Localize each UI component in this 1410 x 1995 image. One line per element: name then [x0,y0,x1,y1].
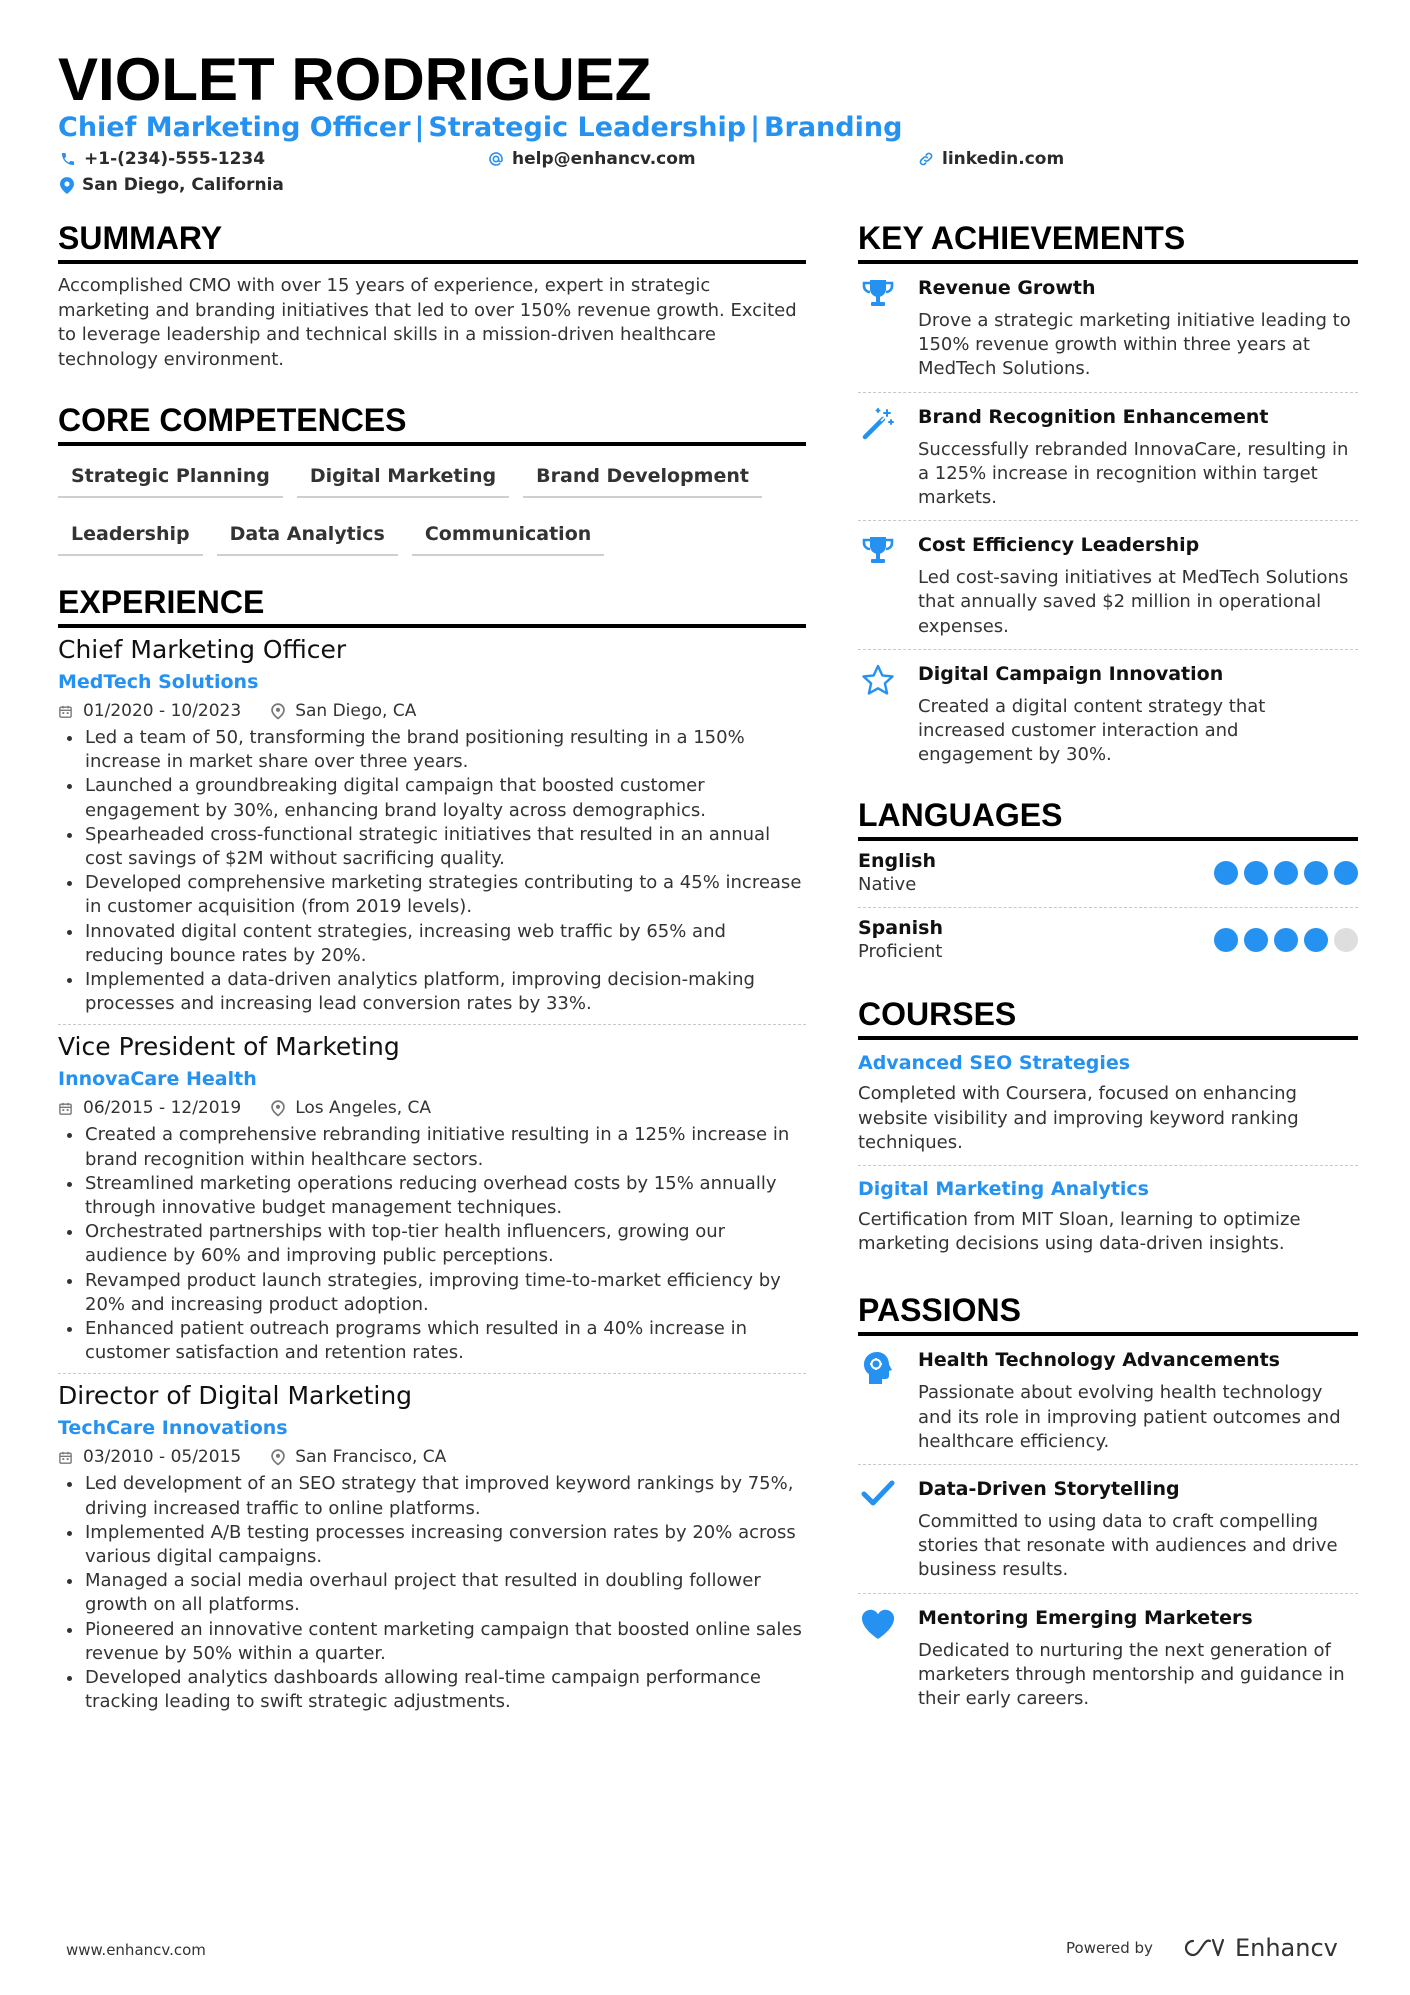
language-name: English [858,850,936,873]
rating-dot-filled [1214,928,1238,952]
enhancv-logo-icon [1179,1936,1225,1960]
summary-text: Accomplished CMO with over 15 years of experience, expert in strategic marketing and branding initiatives that led to over 150% revenue growth. Excited to leverage leadership and technical skills in a mission-driven healthcare technology environment. [58,275,797,370]
passion-body [918,1606,1358,1712]
achievement-desc: Successfully rebranded InnovaCare, resulting in a 125% increase in recognition within target markets. [918,438,1349,509]
passions-section [858,1290,1358,1721]
job-entry [58,634,806,1016]
location-text: San Diego, California [82,175,284,195]
achievement-item [858,521,1358,649]
job-title: Vice President of Marketing [58,1032,400,1062]
headline-separator: | [414,112,425,143]
trophy-icon [858,533,898,639]
contact-linkedin[interactable] [918,148,1064,170]
job-dates [58,1097,241,1119]
language-info [858,916,943,964]
achievement-title: Cost Efficiency Leadership [918,534,1200,557]
rating-dot-filled [1274,861,1298,885]
passion-title: Health Technology Advancements [918,1349,1280,1372]
job-location-text: San Diego, CA [295,701,417,721]
passion-item [858,1336,1358,1464]
course-desc: Certification from MIT Sloan, learning to optimize marketing decisions using data-driven insights. [858,1209,1301,1255]
linkedin-text: linkedin.com [942,149,1065,169]
achievement-body [918,662,1358,768]
language-info [858,849,936,897]
summary-section [58,218,806,372]
job-company: MedTech Solutions [58,671,259,693]
job-location [271,1097,431,1119]
job-location-text: San Francisco, CA [295,1447,447,1468]
job-bullet: Developed comprehensive marketing strategies contributing to a 45% increase in customer acquisition (from 2019 levels). [58,871,806,919]
headline-separator: | [750,112,760,143]
rating-dot-filled [1244,928,1268,952]
job-bullet: Implemented a data-driven analytics platform, improving decision-making processes and increasing lead conversion rates by 33%. [58,968,806,1016]
competence-chip: Brand Development [523,458,762,498]
language-item [858,908,1358,974]
trophy-icon [858,276,898,382]
language-rating [1214,861,1358,885]
checkmark-icon [858,1477,898,1583]
job-entry [58,1380,806,1714]
candidate-name: VIOLET RODRIGUEZ [58,46,652,113]
phone-text: +1-(234)-555-1234 [84,149,266,169]
location-pin-icon [60,177,74,194]
job-title: Director of Digital Marketing [58,1381,413,1411]
rating-dot-filled [1274,928,1298,952]
job-company: TechCare Innovations [58,1417,288,1440]
language-item [858,841,1358,907]
job-dates-text: 06/2015 - 12/2019 [83,1098,242,1119]
job-bullet: Developed analytics dashboards allowing real-time campaign performance tracking leading to swift strategic adjustments. [58,1666,806,1714]
job-bullet: Managed a social media overhaul project that resulted in doubling follower growth on all platforms. [58,1569,806,1617]
passion-title: Mentoring Emerging Marketers [918,1606,1253,1629]
job-company: InnovaCare Health [58,1068,257,1091]
job-bullet: Pioneered an innovative content marketing campaign that boosted online sales revenue by 50% within a quarter. [58,1618,806,1666]
competences-section [58,400,806,556]
job-location-text: Los Angeles, CA [295,1098,432,1119]
job-divider [58,1024,806,1025]
job-location [271,1446,446,1468]
experience-section [58,582,806,1715]
contact-phone[interactable] [60,148,265,170]
competence-chip: Digital Marketing [297,458,509,498]
achievement-desc: Led cost-saving initiatives at MedTech Solutions that annually saved $2 million in operational expenses. [918,567,1349,637]
job-meta [58,1446,806,1468]
footer-branding [1066,1934,1338,1962]
left-column [58,218,806,1715]
job-meta [58,700,806,722]
passion-desc: Passionate about evolving health technology and its role in improving patient outcomes and healthcare efficiency. [918,1382,1341,1452]
competence-chip: Communication [412,516,604,556]
job-title: Chief Marketing Officer [58,635,347,664]
job-dates [58,1446,241,1468]
job-bullets [58,1472,806,1714]
course-title: Digital Marketing Analytics [858,1178,1149,1201]
job-entry [58,1031,806,1365]
achievement-desc: Created a digital content strategy that increased customer interaction and engagement by 30%. [918,695,1266,766]
competence-chip: Leadership [58,516,203,556]
rating-dot-filled [1334,861,1358,885]
competence-list [58,458,806,556]
rating-dot-filled [1304,861,1328,885]
link-icon [918,151,934,167]
contact-location [60,174,284,196]
courses-section [858,994,1358,1266]
contact-email[interactable] [488,148,696,170]
achievement-body [918,405,1358,511]
location-pin-icon [271,703,285,720]
rating-dot-filled [1214,861,1238,885]
calendar-icon [58,704,73,719]
language-rating [1214,928,1358,952]
job-bullet: Led a team of 50, transforming the brand positioning resulting in a 150% increase in market share over three years. [58,726,806,774]
job-bullet: Revamped product launch strategies, improving time-to-market efficiency by 20% and increasing product adoption. [58,1269,806,1317]
course-desc: Completed with Coursera, focused on enhancing website visibility and improving keyword ranking techniques. [858,1083,1299,1153]
achievements-title: KEY ACHIEVEMENTS [858,218,1358,264]
achievement-item [858,393,1358,521]
passions-title: PASSIONS [858,1290,1358,1336]
passion-body [918,1348,1358,1454]
language-level: Proficient [858,941,943,963]
location-pin-icon [271,1100,285,1117]
email-text: help@enhancv.com [512,149,696,169]
head-icon [858,1348,898,1454]
language-level: Native [858,874,917,896]
job-dates-text: 03/2010 - 05/2015 [83,1447,242,1468]
summary-title: SUMMARY [58,218,806,264]
footer-website[interactable]: www.enhancv.com [66,1941,206,1959]
achievement-desc: Drove a strategic marketing initiative leading to 150% revenue growth within three years at MedTech Solutions. [918,310,1351,380]
job-bullet: Created a comprehensive rebranding initiative resulting in a 125% increase in brand recognition within healthcare sectors. [58,1123,806,1171]
brand-name: Enhancv [1234,1934,1338,1962]
at-icon [488,151,504,167]
passion-item [858,1465,1358,1593]
passion-title: Data-Driven Storytelling [918,1478,1180,1501]
course-title: Advanced SEO Strategies [858,1052,1131,1075]
job-bullet: Orchestrated partnerships with top-tier health influencers, growing our audience by 60% and improving public perceptions. [58,1220,806,1268]
courses-title: COURSES [858,994,1358,1040]
job-bullet: Enhanced patient outreach programs which resulted in a 40% increase in customer satisfaction and retention rates. [58,1317,806,1365]
achievements-section [858,218,1358,777]
right-column [858,218,1358,1721]
location-pin-icon [271,1449,285,1466]
achievement-item [858,264,1358,392]
languages-section [858,795,1358,974]
passion-desc: Committed to using data to craft compelling stories that resonate with audiences and drive business results. [918,1511,1338,1581]
language-name: Spanish [858,917,943,940]
experience-title: EXPERIENCE [58,582,806,628]
languages-title: LANGUAGES [858,795,1358,841]
competence-chip: Strategic Planning [58,458,283,498]
achievement-body [918,276,1358,382]
job-dates-text: 01/2020 - 10/2023 [83,701,242,721]
job-bullet: Implemented A/B testing processes increasing conversion rates by 20% across various digital campaigns. [58,1521,806,1569]
achievement-title: Revenue Growth [918,277,1096,299]
calendar-icon [58,1101,73,1116]
job-meta [58,1097,806,1119]
achievement-body [918,533,1358,639]
job-bullet: Led development of an SEO strategy that improved keyword rankings by 75%, driving increased traffic to online platforms. [58,1472,806,1520]
heart-icon [858,1606,898,1712]
headline [58,110,902,146]
brand-logo[interactable] [1179,1934,1338,1962]
competences-title: CORE COMPETENCES [58,400,806,446]
rating-dot-empty [1334,928,1358,952]
job-location [271,700,416,722]
competence-chip: Data Analytics [217,516,398,556]
course-item [858,1040,1358,1165]
headline-leadership: Strategic Leadership [428,112,747,143]
powered-by-text: Powered by [1066,1939,1153,1957]
achievement-item [858,650,1358,778]
job-bullet: Innovated digital content strategies, increasing web traffic by 65% and reducing bounce rates by 20%. [58,920,806,968]
job-bullets [58,726,806,1016]
calendar-icon [58,1450,73,1465]
passion-item [858,1594,1358,1722]
rating-dot-filled [1244,861,1268,885]
headline-branding: Branding [763,112,903,143]
passion-body [918,1477,1358,1583]
job-bullets [58,1123,806,1365]
achievement-title: Brand Recognition Enhancement [918,405,1269,428]
job-dates [58,700,241,722]
job-bullet: Launched a groundbreaking digital campaign that boosted customer engagement by 30%, enhancing brand loyalty across demographics. [58,774,806,822]
achievement-title: Digital Campaign Innovation [918,662,1224,685]
magic-wand-icon [858,405,898,511]
phone-icon [60,151,76,167]
job-bullet: Streamlined marketing operations reducing overhead costs by 15% annually through innovative budget management techniques. [58,1172,806,1220]
job-bullet: Spearheaded cross-functional strategic initiatives that resulted in an annual cost savings of $2M without sacrificing quality. [58,823,806,871]
job-divider [58,1373,806,1374]
rating-dot-filled [1304,928,1328,952]
passion-desc: Dedicated to nurturing the next generation of marketers through mentorship and guidance in their early careers. [918,1639,1345,1710]
headline-role: Chief Marketing Officer [58,112,411,143]
star-icon [858,662,898,768]
course-item [858,1166,1358,1266]
